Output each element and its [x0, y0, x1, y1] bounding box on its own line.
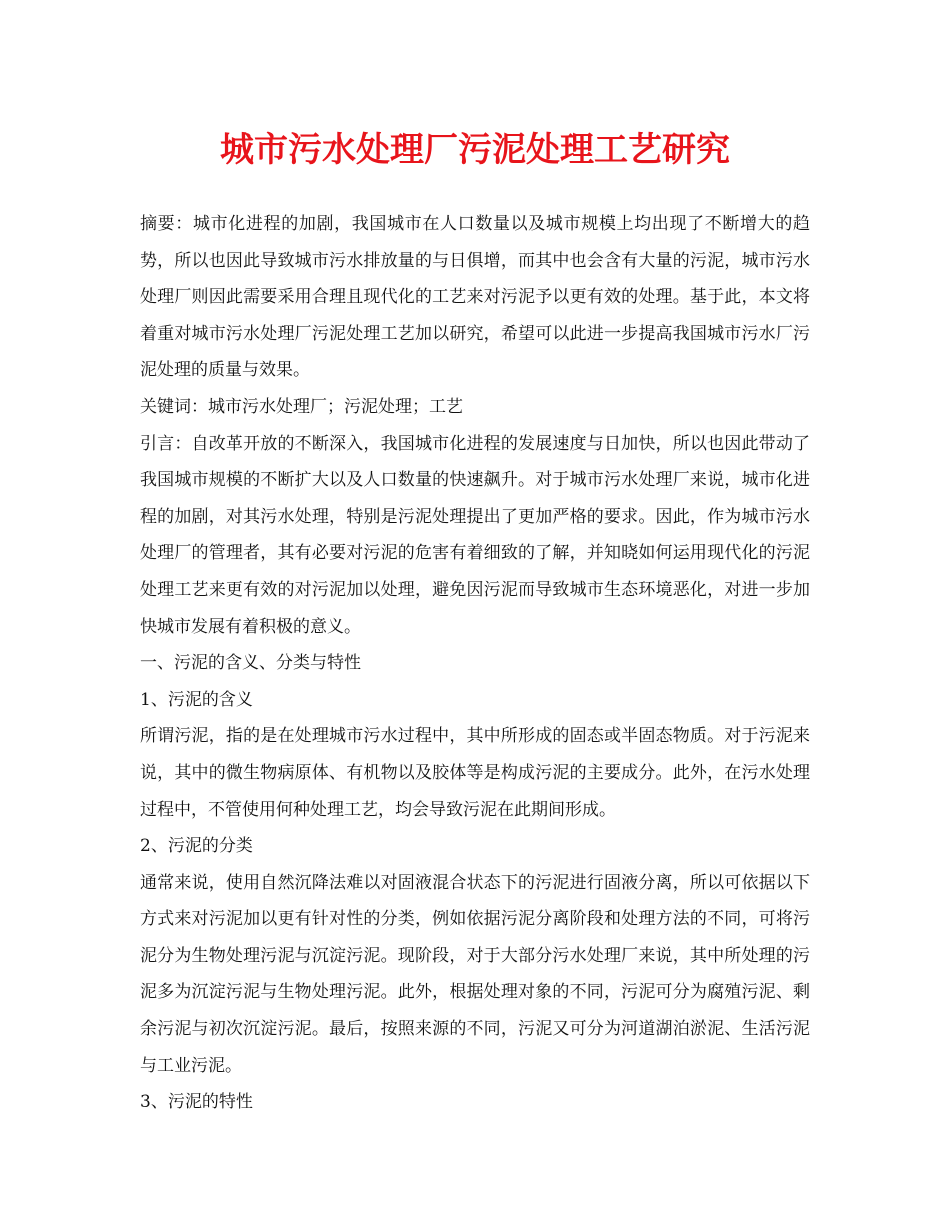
- subsection-1-paragraph: 所谓污泥，指的是在处理城市污水过程中，其中所形成的固态或半固态物质。对于污泥来说，其中的微生物病原体、有机物以及胶体等是构成污泥的主要成分。此外，在污水处理过程中，不管使用何种处理工艺，均会导致污泥在此期间形成。: [140, 726, 810, 820]
- document-title: 城市污水处理厂污泥处理工艺研究: [220, 130, 730, 170]
- subsection-2-paragraph: 通常来说，使用自然沉降法难以对固液混合状态下的污泥进行固液分离，所以可依据以下方式来对污泥加以更有针对性的分类，例如依据污泥分离阶段和处理方法的不同，可将污泥分为生物处理污泥与沉淀污泥。现阶段，对于大部分污水处理厂来说，其中所处理的污泥多为沉淀污泥与生物处理污泥。此外，根据处理对象的不同，污泥可分为腐殖污泥、剩余污泥与初次沉淀污泥。最后，按照来源的不同，污泥又可分为河道湖泊淤泥、生活污泥与工业污泥。: [140, 872, 810, 1076]
- document-body: [140, 206, 810, 1121]
- section-1-heading: 一、污泥的含义、分类与特性: [140, 653, 361, 674]
- abstract-paragraph: 摘要：城市化进程的加剧，我国城市在人口数量以及城市规模上均出现了不断增大的趋势，所以也因此导致城市污水排放量的与日俱增，而其中也会含有大量的污泥，城市污水处理厂则因此需要采用合理且现代化的工艺来对污泥予以更有效的处理。基于此，本文将着重对城市污水处理厂污泥处理工艺加以研究，希望可以此进一步提高我国城市污水厂污泥处理的质量与效果。: [140, 214, 810, 381]
- subsection-2-heading: 2、污泥的分类: [140, 836, 253, 857]
- subsection-3-heading: 3、污泥的特性: [140, 1092, 253, 1113]
- intro-paragraph: 引言：自改革开放的不断深入，我国城市化进程的发展速度与日加快，所以也因此带动了我国城市规模的不断扩大以及人口数量的快速飙升。对于城市污水处理厂来说，城市化进程的加剧，对其污水处理，特别是污泥处理提出了更加严格的要求。因此，作为城市污水处理厂的管理者，其有必要对污泥的危害有着细致的了解，并知晓如何运用现代化的污泥处理工艺来更有效的对污泥加以处理，避免因污泥而导致城市生态环境恶化，对进一步加快城市发展有着积极的意义。: [140, 433, 810, 637]
- subsection-1-heading: 1、污泥的含义: [140, 689, 253, 710]
- keywords-line: 关键词：城市污水处理厂；污泥处理；工艺: [140, 396, 463, 417]
